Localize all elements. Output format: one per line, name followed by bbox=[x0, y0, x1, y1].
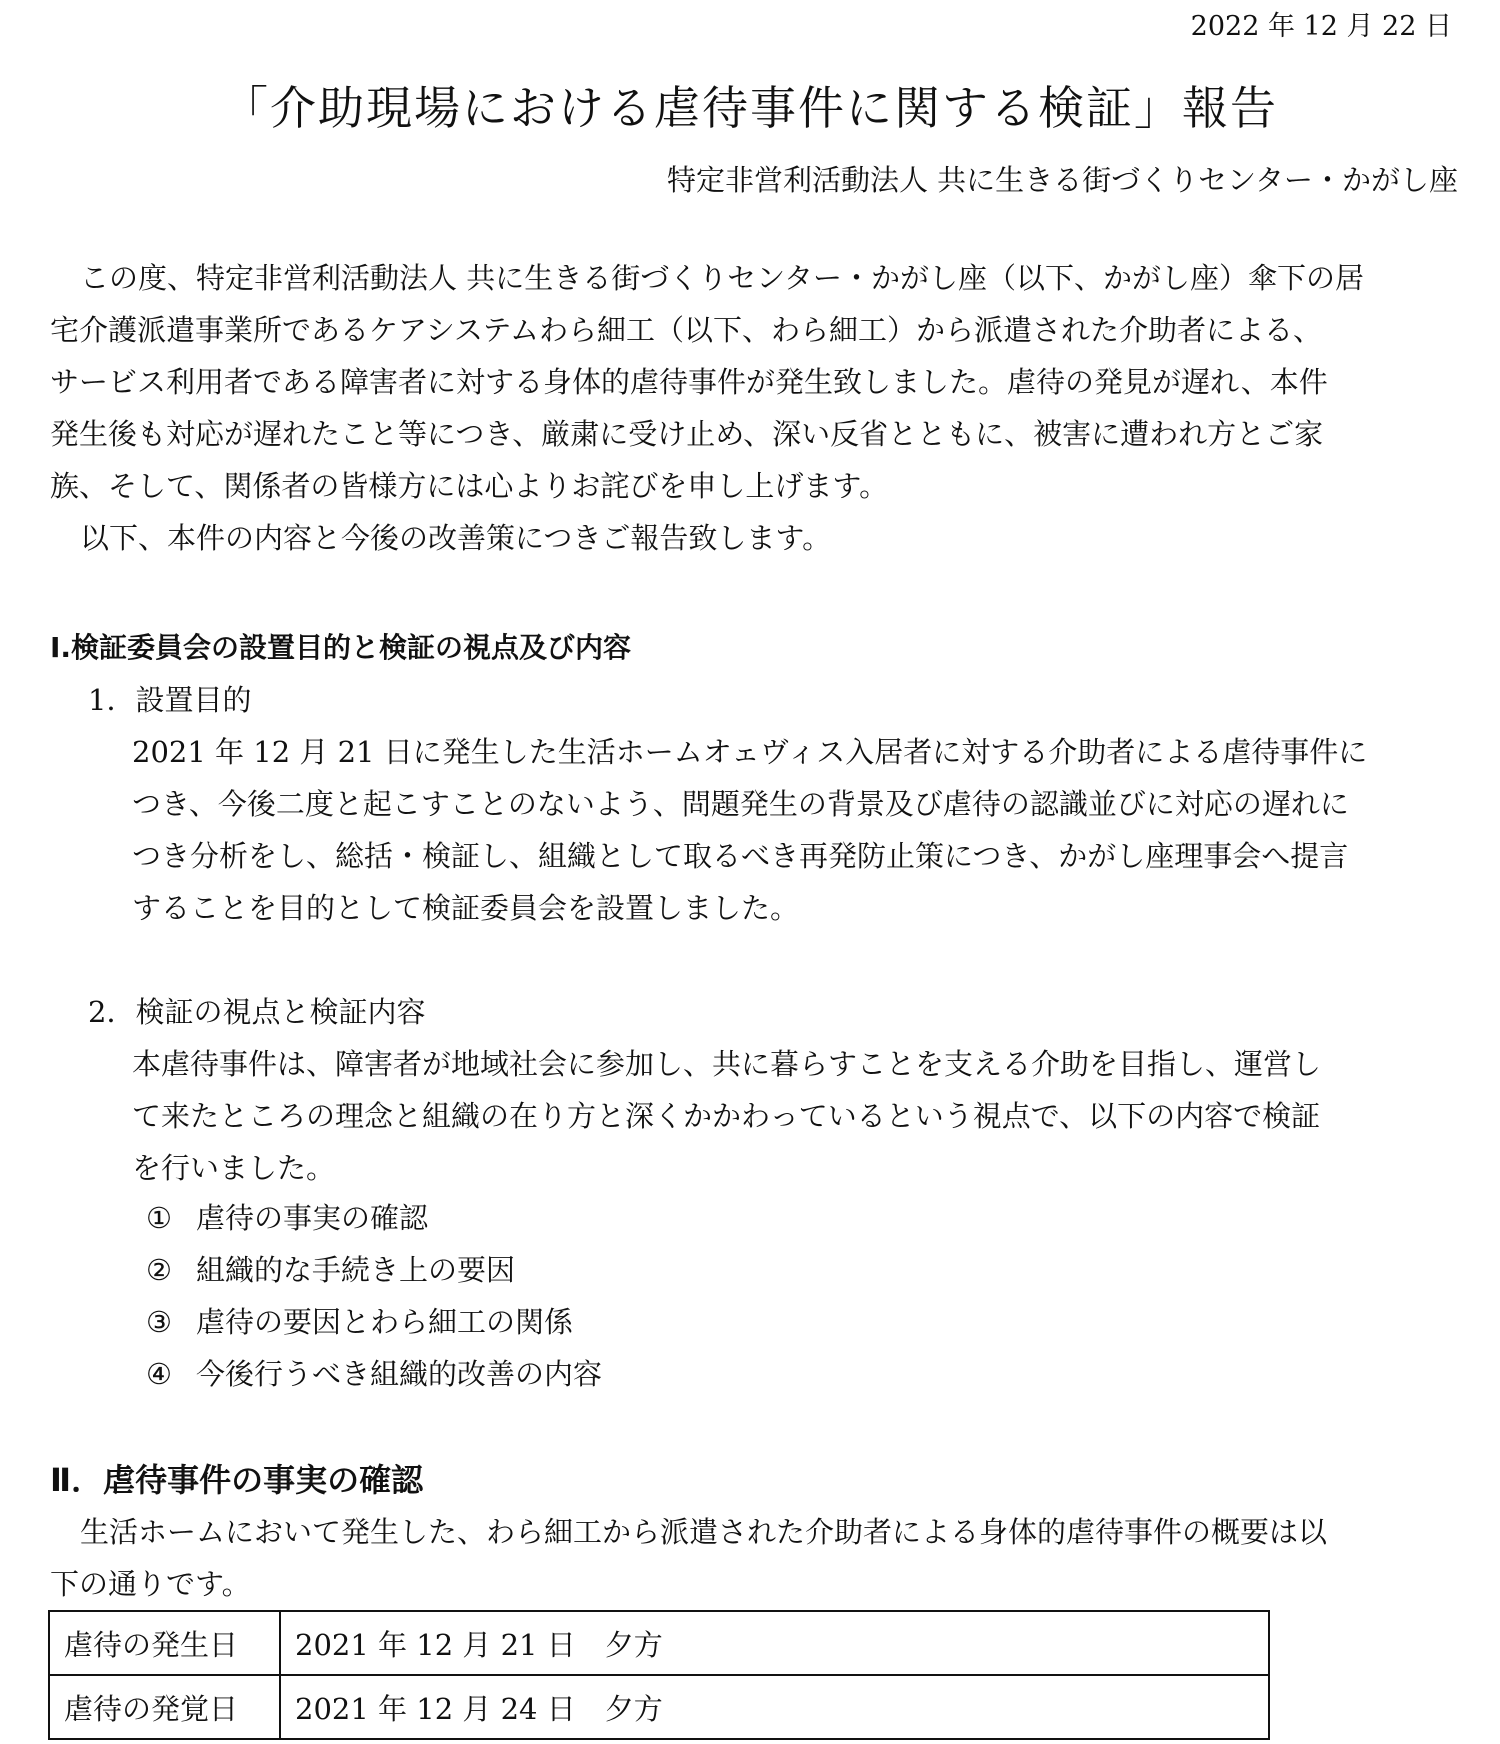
list-item-text: 組織的な手続き上の要因 bbox=[196, 1253, 516, 1287]
section2-body bbox=[50, 1506, 1470, 1610]
list-item bbox=[146, 1244, 1500, 1296]
table-cell-label: 虐待の発覚日 bbox=[49, 1675, 280, 1739]
body-line: 下の通りです。 bbox=[50, 1567, 251, 1601]
body-line: つき、今後二度と起こすことのないよう、問題発生の背景及び虐待の認識並びに対応の遅れに bbox=[132, 787, 1349, 821]
body-line: つき分析をし、総括・検証し、組織として取るべき再発防止策につき、かがし座理事会へ提言 bbox=[132, 839, 1349, 873]
list-item bbox=[146, 1192, 1500, 1244]
organization-name: 特定非営利活動法人 共に生きる街づくりセンター・かがし座 bbox=[666, 163, 1458, 197]
list-item-number: ③ bbox=[146, 1305, 172, 1339]
document-date: 2022 年 12 月 22 日 bbox=[1190, 11, 1452, 42]
body-line: することを目的として検証委員会を設置しました。 bbox=[132, 891, 800, 925]
intro-line: 族、そして、関係者の皆様方には心よりお詫びを申し上げます。 bbox=[50, 469, 889, 503]
list-item-number: ④ bbox=[146, 1357, 172, 1391]
table-cell-label: 虐待の発生日 bbox=[49, 1611, 280, 1675]
body-line: 本虐待事件は、障害者が地域社会に参加し、共に暮らすことを支える介助を目指し、運営し bbox=[132, 1047, 1322, 1081]
list-item bbox=[146, 1296, 1500, 1348]
section1-heading: Ⅰ.検証委員会の設置目的と検証の視点及び内容 bbox=[50, 631, 632, 664]
document-title: 「介助現場における虐待事件に関する検証」報告 bbox=[222, 81, 1278, 135]
table-cell-value: 2021 年 12 月 24 日 夕方 bbox=[280, 1675, 1269, 1739]
section1-sub2-heading: 2．検証の視点と検証内容 bbox=[88, 995, 426, 1029]
table-row bbox=[49, 1611, 1269, 1675]
table-cell-value: 2021 年 12 月 21 日 夕方 bbox=[280, 1611, 1269, 1675]
body-line: て来たところの理念と組織の在り方と深くかかわっているという視点で、以下の内容で検証 bbox=[132, 1099, 1321, 1133]
list-item-number: ② bbox=[146, 1253, 172, 1287]
intro-paragraph bbox=[50, 252, 1470, 564]
list-item-text: 虐待の事実の確認 bbox=[196, 1201, 429, 1235]
incident-facts-table bbox=[48, 1610, 1270, 1740]
section2-heading: Ⅱ．虐待事件の事実の確認 bbox=[50, 1461, 424, 1499]
intro-closing: 以下、本件の内容と今後の改善策につきご報告致します。 bbox=[80, 521, 832, 555]
body-line: を行いました。 bbox=[132, 1151, 336, 1185]
table-row bbox=[49, 1675, 1269, 1739]
intro-line: サービス利用者である障害者に対する身体的虐待事件が発生致しました。虐待の発見が遅れ、本件 bbox=[50, 365, 1328, 399]
body-line: 生活ホームにおいて発生した、わら細工から派遣された介助者による身体的虐待事件の概要は以 bbox=[80, 1515, 1328, 1549]
intro-line: 宅介護派遣事業所であるケアシステムわら細工（以下、わら細工）から派遣された介助者による、 bbox=[50, 313, 1322, 347]
intro-line: この度、特定非営利活動法人 共に生きる街づくりセンター・かがし座（以下、かがし座）傘下の居 bbox=[80, 261, 1365, 295]
list-item-text: 今後行うべき組織的改善の内容 bbox=[196, 1357, 603, 1391]
list-item-number: ① bbox=[146, 1201, 172, 1235]
intro-line: 発生後も対応が遅れたこと等につき、厳粛に受け止め、深い反省とともに、被害に遭われ方とご家 bbox=[50, 417, 1324, 451]
list-item bbox=[146, 1348, 1500, 1400]
section1-sub1-heading: 1．設置目的 bbox=[88, 683, 252, 717]
section1-sub1-body bbox=[132, 726, 1472, 934]
body-line: 2021 年 12 月 21 日に発生した生活ホームオェヴィス入居者に対する介助者による虐待事件に bbox=[132, 735, 1368, 769]
section1-sub2-body bbox=[132, 1038, 1472, 1194]
list-item-text: 虐待の要因とわら細工の関係 bbox=[196, 1305, 574, 1339]
